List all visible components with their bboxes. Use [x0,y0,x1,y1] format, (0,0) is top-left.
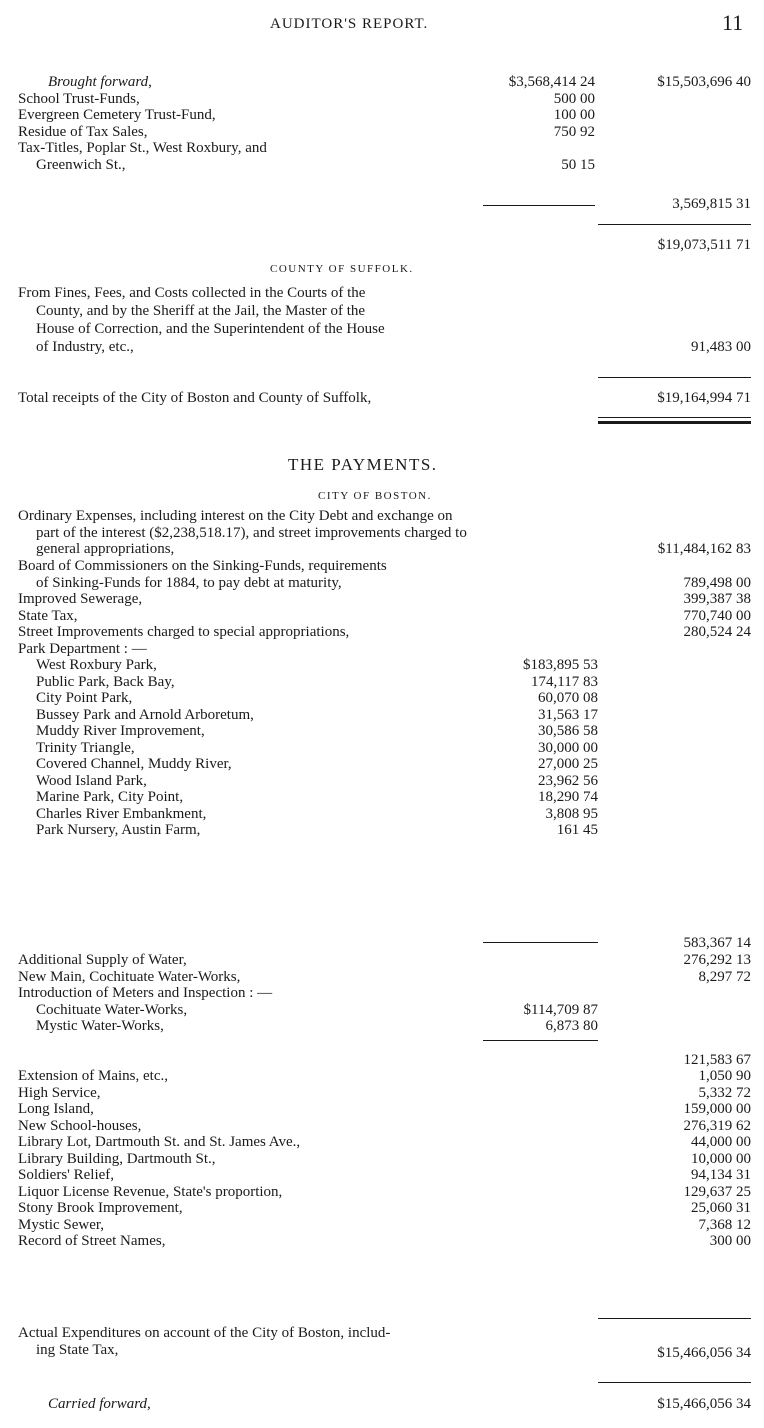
park-item-amount: 23,962 56 [538,772,598,789]
payment-amount: 399,387 38 [683,591,751,607]
meters-item-amount: $114,709 87 [523,1001,598,1018]
county-rule [598,377,751,378]
meters-subtotal-rule [483,1040,598,1041]
park-item-amount: 31,563 17 [538,706,598,723]
park-department-heading: Park Department : — [18,640,147,657]
park-item-amount: 60,070 08 [538,690,598,706]
payment-label: Long Island, [18,1101,94,1117]
park-item-amount: 161 45 [556,822,598,838]
county-amount: 91,483 00 [691,339,751,355]
payment-label: Liquor License Revenue, State's proportion, [18,1183,283,1200]
park-item-amount: $183,895 53 [523,657,598,673]
receipt-amount: 50 15 [561,156,595,173]
receipt-amount: 750 92 [553,123,595,140]
actual-expenditures-line: Actual Expenditures on account of the City of Boston, includ- [18,1325,391,1341]
receipt-label: Brought forward, [48,74,152,90]
park-item-label: Marine Park, City Point, [36,789,184,805]
page-number: 11 [722,10,744,35]
payment-amount: 280,524 24 [683,624,751,640]
payment-label: Improved Sewerage, [18,591,143,607]
carried-forward-amount: $15,466,056 34 [657,1396,751,1412]
receipts-subtotal: 3,569,815 31 [672,196,751,212]
payment-amount: 8,297 72 [698,968,751,985]
receipt-amount: 100 00 [553,107,595,123]
running-head: AUDITOR'S REPORT. [270,16,429,32]
park-item-label: Muddy River Improvement, [36,723,205,739]
payment-amount: 129,637 25 [683,1183,751,1200]
payment-label: High Service, [18,1084,101,1101]
county-text-line: of Industry, etc., [36,339,134,355]
park-item-label: Trinity Triangle, [36,739,135,756]
total-double-rule-1 [598,417,751,418]
park-item-amount: 18,290 74 [538,789,598,805]
park-item-label: Public Park, Back Bay, [36,673,175,690]
actual-expenditures-line: ing State Tax, [36,1342,119,1358]
park-item-label: Wood Island Park, [36,772,147,789]
payment-label: New Main, Cochituate Water-Works, [18,968,241,985]
park-item-amount: 174,117 83 [531,673,598,690]
ordinary-expenses-line: part of the interest ($2,238,518.17), and street improvements charged to [36,524,467,541]
meters-item-label: Mystic Water-Works, [36,1018,164,1034]
payment-label: Street Improvements charged to special appropriations, [18,624,350,640]
sinking-funds-line: of Sinking-Funds for 1884, to pay debt at maturity, [36,574,342,591]
receipt-label: School Trust-Funds, [18,90,140,107]
carried-forward-label: Carried forward, [48,1396,151,1412]
payment-amount: 159,000 00 [683,1101,751,1117]
payment-amount: 1,050 90 [698,1068,751,1084]
payment-amount: 770,740 00 [683,607,751,624]
park-item-label: Charles River Embankment, [36,805,207,822]
payment-label: Additional Supply of Water, [18,952,187,968]
payment-amount: 25,060 31 [691,1200,751,1216]
park-item-amount: 27,000 25 [538,756,598,772]
payment-amount: 300 00 [709,1233,751,1249]
county-text-line: County, and by the Sheriff at the Jail, the Master of the [36,303,366,319]
payment-amount: 276,292 13 [683,952,751,968]
park-item-amount: 30,000 00 [538,739,598,756]
park-item-label: City Point Park, [36,690,133,706]
payment-label: State Tax, [18,607,78,624]
ordinary-expenses-line: general appropriations, [36,541,175,557]
payment-label: New School-houses, [18,1117,142,1134]
county-text-line: From Fines, Fees, and Costs collected in the Courts of the [18,285,366,301]
carried-rule [598,1382,751,1383]
payment-amount: 44,000 00 [691,1134,751,1150]
receipt-label: Evergreen Cemetery Trust-Fund, [18,107,216,123]
total-rule [598,224,751,225]
receipt-label: Residue of Tax Sales, [18,123,148,140]
meters-item-amount: 6,873 80 [545,1018,598,1034]
park-item-label: Park Nursery, Austin Farm, [36,822,201,838]
ordinary-expenses-line: Ordinary Expenses, including interest on the City Debt and exchange on [18,508,453,524]
county-heading: COUNTY OF SUFFOLK. [270,263,414,275]
meters-heading: Introduction of Meters and Inspection : — [18,985,273,1001]
park-total: 583,367 14 [683,935,751,951]
sinking-funds-line: Board of Commissioners on the Sinking-Funds, requirements [18,558,387,574]
park-subtotal-rule [483,942,598,943]
payment-label: Soldiers' Relief, [18,1167,115,1183]
park-item-label: Bussey Park and Arnold Arboretum, [36,706,254,723]
receipts-grand-total: $19,073,511 71 [657,237,751,253]
subtotal-rule [483,205,595,206]
receipt-total: $15,503,696 40 [657,74,751,90]
park-item-amount: 3,808 95 [545,805,598,822]
total-receipts-label: Total receipts of the City of Boston and County of Suffolk, [18,390,372,406]
payments-subheading: CITY OF BOSTON. [318,490,432,502]
meters-item-label: Cochituate Water-Works, [36,1001,188,1018]
park-item-label: Covered Channel, Muddy River, [36,756,232,772]
meters-total: 121,583 67 [683,1052,751,1068]
park-item-amount: 30,586 58 [538,723,598,739]
receipt-amount: 500 00 [553,90,595,107]
payment-label: Mystic Sewer, [18,1216,105,1233]
total-receipts-amount: $19,164,994 71 [657,390,751,406]
payment-amount: 7,368 12 [698,1216,751,1233]
payment-label: Record of Street Names, [18,1233,166,1249]
total-double-rule-2 [598,421,751,424]
payment-amount: 276,319 62 [683,1117,751,1134]
payment-label: Library Building, Dartmouth St., [18,1150,216,1167]
payment-amount: 94,134 31 [691,1167,751,1183]
receipt-amount: $3,568,414 24 [508,74,595,90]
county-text-line: House of Correction, and the Superintendent of the House [36,321,385,337]
payment-amount: 10,000 00 [691,1150,751,1167]
ordinary-expenses-amount: $11,484,162 83 [657,541,751,557]
park-item-label: West Roxbury Park, [36,657,157,673]
expenditures-rule [598,1318,751,1319]
payment-label: Extension of Mains, etc., [18,1068,168,1084]
receipt-label: Greenwich St., [36,156,126,173]
payment-label: Library Lot, Dartmouth St. and St. James Ave., [18,1134,301,1150]
payment-amount: 5,332 72 [698,1084,751,1101]
receipt-label: Tax-Titles, Poplar St., West Roxbury, and [18,140,267,156]
sinking-funds-amount: 789,498 00 [683,575,751,591]
payment-label: Stony Brook Improvement, [18,1200,183,1216]
payments-title: THE PAYMENTS. [288,455,438,474]
actual-expenditures-amount: $15,466,056 34 [657,1345,751,1361]
